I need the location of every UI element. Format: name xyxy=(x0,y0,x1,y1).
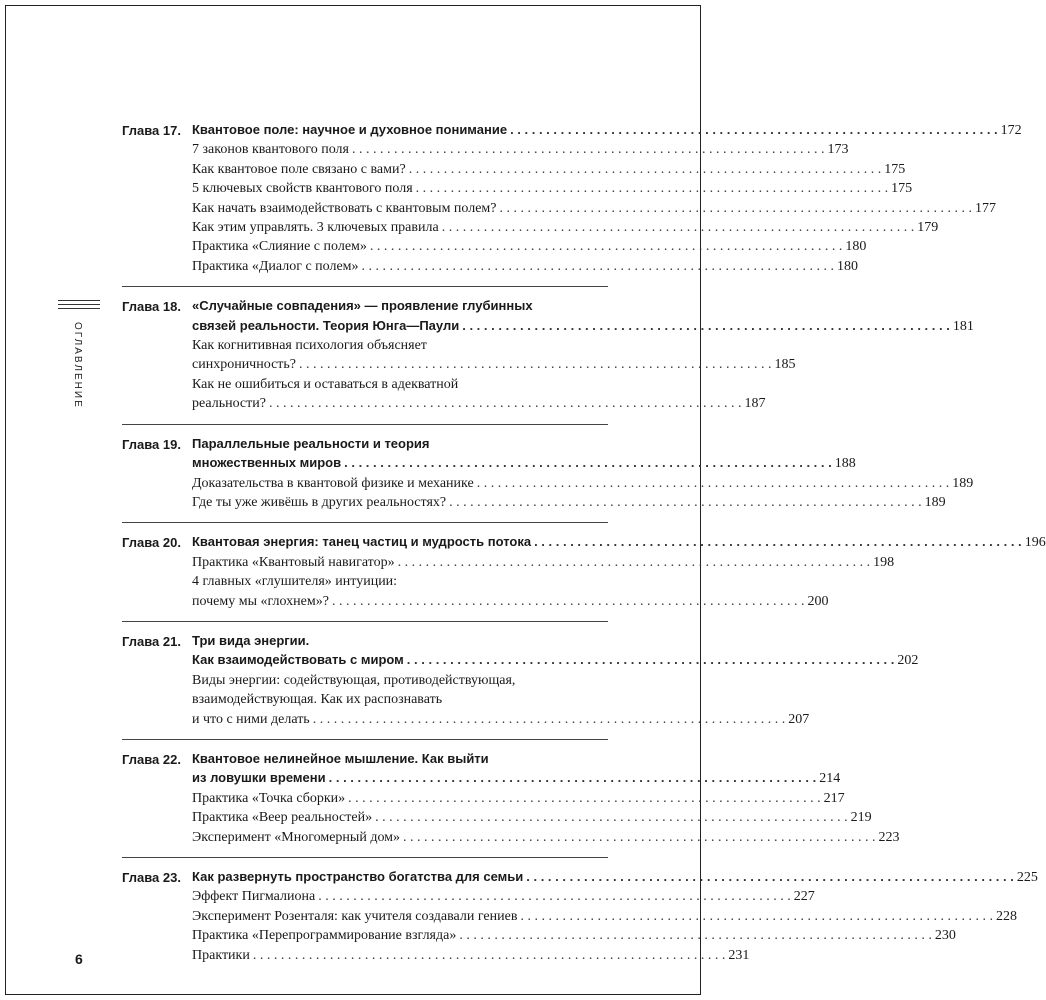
dot-leader xyxy=(375,808,848,827)
toc-item-text: Как развернуть пространство богатства для семьи xyxy=(192,869,524,884)
toc-item-text: взаимодействующая. Как их распознавать xyxy=(192,692,443,708)
toc-page-number: 175 xyxy=(884,161,906,177)
dot-leader xyxy=(459,926,932,945)
toc-item-text: Квантовая энергия: танец частиц и мудрость потока xyxy=(192,534,532,550)
chapter-lines xyxy=(192,120,1022,276)
chapter-title-line xyxy=(192,867,1038,887)
toc-item-text: Доказательства в квантовой физике и механике xyxy=(192,475,474,491)
toc-item-text: Параллельные реальности и теория xyxy=(192,435,430,451)
chapter-title-line xyxy=(192,316,974,336)
chapter-entry xyxy=(122,296,974,424)
chapter-label: Глава 23. xyxy=(122,870,181,885)
toc-item xyxy=(192,493,946,512)
chapter-title-line xyxy=(192,120,1022,140)
chapter-label: Глава 17. xyxy=(122,123,181,138)
toc-item-text: множественных миров xyxy=(192,455,342,471)
toc-item xyxy=(192,140,849,159)
toc-item xyxy=(192,808,872,827)
chapter-entry xyxy=(122,434,974,524)
toc-item-text: Практика «Перепрограммирование взгляда» xyxy=(192,928,457,944)
toc-page-number: 189 xyxy=(924,494,946,510)
toc-page-number: 175 xyxy=(891,181,913,197)
dot-leader xyxy=(409,160,882,179)
toc-page-number: 196 xyxy=(1024,535,1046,551)
toc-page-number: 173 xyxy=(827,142,849,158)
chapter-title-line xyxy=(192,453,856,473)
toc-item-text: Как не ошибиться и оставаться в адекватной xyxy=(192,376,459,392)
toc-item-text: Эффект Пигмалиона xyxy=(192,889,316,905)
chapter-entry xyxy=(122,631,919,740)
dot-leader xyxy=(407,650,895,669)
dot-leader xyxy=(477,474,950,493)
dot-leader xyxy=(520,907,993,926)
chapter-label: Глава 22. xyxy=(122,751,181,767)
toc-page-number: 185 xyxy=(774,357,796,373)
chapter-title-line xyxy=(192,749,608,768)
toc-item-text: из ловушки времени xyxy=(192,770,326,786)
dot-leader xyxy=(362,257,835,276)
toc-item xyxy=(192,394,766,413)
side-rules xyxy=(58,300,100,312)
dot-leader xyxy=(462,316,950,335)
toc-item xyxy=(192,336,608,355)
dot-leader xyxy=(416,179,889,198)
toc-item xyxy=(192,671,608,690)
toc-item xyxy=(192,199,997,218)
toc-page-number: 207 xyxy=(788,711,810,727)
dot-leader xyxy=(344,453,832,472)
toc-item-text: Как когнитивная психология объясняет xyxy=(192,338,427,354)
toc-item-text: Три вида энергии. xyxy=(192,632,310,648)
chapter-label: Глава 21. xyxy=(122,633,181,649)
toc-item xyxy=(192,907,1017,926)
toc-page-number: 177 xyxy=(975,200,997,216)
toc-item xyxy=(192,710,810,729)
toc-item xyxy=(192,237,867,256)
dot-leader xyxy=(500,199,973,218)
toc-page-number: 230 xyxy=(934,928,956,944)
toc-page-number: 180 xyxy=(845,239,867,255)
toc-page-number: 198 xyxy=(873,554,895,570)
dot-leader xyxy=(403,828,876,847)
toc-item-text: Практика «Квантовый навигатор» xyxy=(192,554,395,570)
toc-page-number: 181 xyxy=(952,318,974,334)
chapter-lines xyxy=(192,749,900,847)
toc-item xyxy=(192,572,608,591)
toc-item xyxy=(192,474,974,493)
toc-page-number: 200 xyxy=(807,593,829,609)
toc-item xyxy=(192,179,913,198)
dot-leader xyxy=(398,553,871,572)
toc-item-text: Практика «Точка сборки» xyxy=(192,790,346,806)
toc-page-number: 219 xyxy=(850,810,872,826)
toc-page-number: 225 xyxy=(1016,870,1038,885)
toc-page-number: 214 xyxy=(819,771,841,787)
side-rule xyxy=(58,300,100,301)
toc-item xyxy=(192,789,845,808)
toc-item xyxy=(192,887,815,906)
table-of-contents xyxy=(122,120,1046,984)
toc-item-text: реальности? xyxy=(192,396,266,412)
toc-page-number: 217 xyxy=(823,790,845,806)
chapter-entry xyxy=(122,532,1046,622)
chapter-lines xyxy=(192,631,919,729)
chapter-label: Глава 18. xyxy=(122,299,181,315)
dot-leader xyxy=(510,120,998,139)
toc-page-number: 223 xyxy=(878,829,900,845)
toc-item-text: «Случайные совпадения» — проявление глубинных xyxy=(192,298,533,314)
toc-item-text: синхроничность? xyxy=(192,357,296,373)
toc-item-text: Как этим управлять. 3 ключевых правила xyxy=(192,220,439,236)
toc-item-text: Эксперимент «Многомерный дом» xyxy=(192,829,401,845)
chapter-entry xyxy=(122,749,900,858)
dot-leader xyxy=(332,592,805,611)
toc-item-text: почему мы «глохнем»? xyxy=(192,593,329,609)
toc-item-text: Квантовое поле: научное и духовное понимание xyxy=(192,122,508,137)
chapter-label: Глава 20. xyxy=(122,535,181,551)
toc-item-text: Эксперимент Розенталя: как учителя создавали гениев xyxy=(192,908,518,924)
toc-item xyxy=(192,592,829,611)
dot-leader xyxy=(313,710,786,729)
chapter-lines xyxy=(192,434,974,513)
toc-item-text: Практика «Веер реальностей» xyxy=(192,810,373,826)
toc-page-number: 189 xyxy=(952,475,974,491)
toc-item-text: Практики xyxy=(192,947,250,963)
toc-page-number: 202 xyxy=(897,653,919,669)
toc-item xyxy=(192,553,895,572)
dot-leader xyxy=(370,237,843,256)
dot-leader xyxy=(449,493,922,512)
toc-item-text: 7 законов квантового поля xyxy=(192,142,349,158)
toc-item-text: и что с ними делать xyxy=(192,711,310,727)
dot-leader xyxy=(299,355,772,374)
chapter-title-line xyxy=(192,631,608,650)
toc-page-number: 172 xyxy=(1000,123,1022,138)
chapter-lines xyxy=(192,532,1046,611)
chapter-title-line xyxy=(192,434,608,453)
chapter-lines xyxy=(192,867,1038,965)
toc-item xyxy=(192,257,859,276)
toc-item xyxy=(192,375,608,394)
toc-item xyxy=(192,690,608,709)
toc-item-text: Как взаимодействовать с миром xyxy=(192,652,404,668)
toc-item xyxy=(192,218,939,237)
dot-leader xyxy=(442,218,915,237)
chapter-lines xyxy=(192,296,974,413)
chapter-label: Глава 19. xyxy=(122,436,181,452)
chapter-entry xyxy=(122,867,1038,975)
dot-leader xyxy=(534,532,1022,551)
chapter-entry xyxy=(122,120,1022,287)
toc-item-text: Практика «Слияние с полем» xyxy=(192,239,367,255)
dot-leader xyxy=(318,887,791,906)
toc-item xyxy=(192,946,750,965)
page-number: 6 xyxy=(75,951,83,967)
toc-item-text: Как квантовое поле связано с вами? xyxy=(192,161,406,177)
toc-item xyxy=(192,926,956,945)
dot-leader xyxy=(253,946,726,965)
toc-item xyxy=(192,828,900,847)
toc-page-number: 187 xyxy=(744,396,766,412)
chapter-title-line xyxy=(192,650,919,670)
dot-leader xyxy=(352,140,825,159)
toc-item-text: Виды энергии: содействующая, противодействующая, xyxy=(192,672,516,688)
section-label: ОГЛАВЛЕНИЕ xyxy=(72,322,83,409)
toc-item-text: Где ты уже живёшь в других реальностях? xyxy=(192,494,447,510)
dot-leader xyxy=(269,394,742,413)
toc-item-text: связей реальности. Теория Юнга—Паули xyxy=(192,317,460,333)
dot-leader xyxy=(329,768,817,787)
dot-leader xyxy=(348,789,821,808)
side-rule xyxy=(58,304,100,305)
chapter-title-line xyxy=(192,532,1046,552)
toc-item-text: 5 ключевых свойств квантового поля xyxy=(192,181,413,197)
toc-item-text: Практика «Диалог с полем» xyxy=(192,258,359,274)
dot-leader xyxy=(526,867,1014,886)
side-rule xyxy=(58,308,100,309)
chapter-title-line xyxy=(192,768,841,788)
toc-page-number: 188 xyxy=(834,456,856,472)
toc-item-text: 4 главных «глушителя» интуиции: xyxy=(192,574,398,590)
toc-page-number: 227 xyxy=(793,889,815,905)
toc-page-number: 179 xyxy=(917,220,939,236)
toc-item-text: Квантовое нелинейное мышление. Как выйти xyxy=(192,750,489,766)
toc-item xyxy=(192,355,796,374)
chapter-title-line xyxy=(192,296,608,315)
toc-page-number: 228 xyxy=(995,908,1017,924)
toc-item xyxy=(192,160,906,179)
toc-page-number: 180 xyxy=(837,258,859,274)
toc-page-number: 231 xyxy=(728,947,750,963)
toc-item-text: Как начать взаимодействовать с квантовым полем? xyxy=(192,200,497,216)
